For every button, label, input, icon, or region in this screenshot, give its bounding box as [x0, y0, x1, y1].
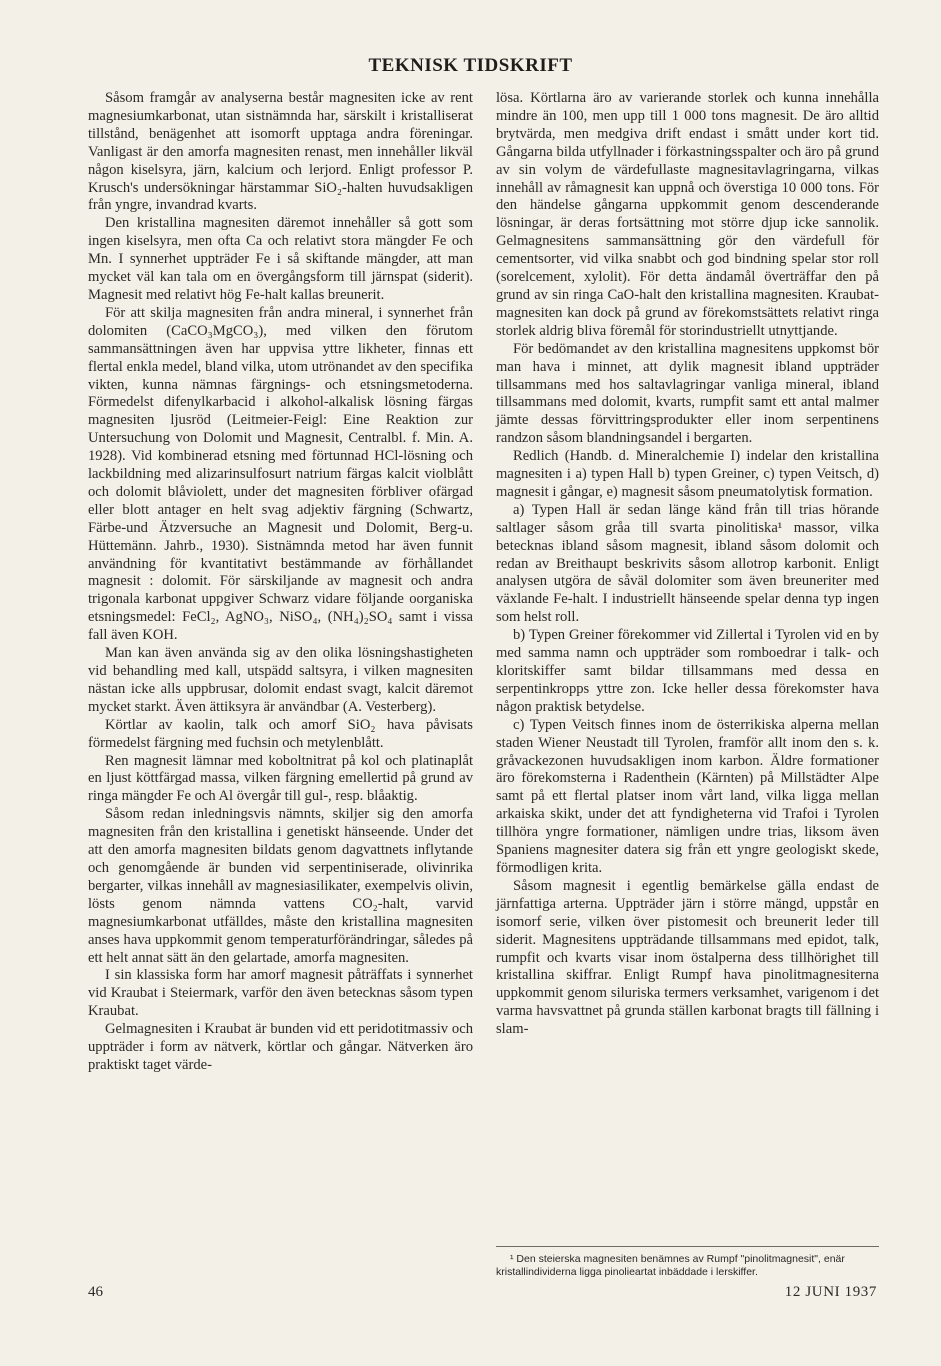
footnote-rule	[496, 1246, 879, 1247]
paragraph: lösa. Körtlarna äro av varierande storlek och kunna innehålla mindre än 100, men upp till 1 000 tons magnesit. De äro alltid brytvärda, men medgiva drift endast i smått under kort tid. Gångarna bilda utfyllnader i förkastningsspalter och äro på grund av sin volym de värdefullaste magnesitavlagringarna, vilkas innehåll av råmagnesit kan uppnå och överstiga 10 000 tons. För den händelse gångarna uppkommit genom descenderande lösningar, är deras fortsättning mot större djup icke sannolik. Gelmagnesitens sammansättning gör den värdefull för cementsorter, vid vilka snabbt och god bindning spelar stor roll (sorelcement, xylolit). För detta ändamål överträffar den på grund av sin ringa CaO-halt den kristallina magnesiten. Kraubat-magnesiten kan dock på grund av förekomstsättets relativt ringa storlek aldrig bliva föremål för storindustriellt utnyttjande.	[496, 90, 879, 339]
paragraph: b) Typen Greiner förekommer vid Zillertal i Tyrolen vid en by med samma namn och uppträder som romboedrar i talk- och kloritskiffer samt bildar tillsammans med dessa en serpentinkropps yttre zon. Icke heller dessa förekomster hava någon praktisk betydelse.	[496, 627, 879, 715]
paragraph: Redlich (Handb. d. Mineralchemie I) indelar den kristallina magnesiten i a) typen Hall b) typen Greiner, c) typen Veitsch, d) magnesit i gångar, e) magnesit såsom pneumatolytisk formation.	[496, 448, 879, 500]
paragraph: Såsom redan inledningsvis nämnts, skiljer sig den amorfa magnesiten från den kristallina i genetiskt hänseende. Under det att den amorfa magnesiten bildats genom dagvattnets inflytande och genomgående är bunden vid serpentiniserade, olivinrika bergarter, vilkas innehåll av magnesiasilikater, exempelvis olivin, lösts genom nämnda vattens CO₂-halt, varvid magnesiumkarbonat utfälldes, måste den kristallina magnesiten anses hava uppkommit genom temperaturförändringar, således på ett helt annat sätt än den gelartade, amorfa magnesiten.	[88, 806, 473, 966]
paragraph: Såsom framgår av analyserna består magnesiten icke av rent magnesiumkarbonat, utan sistnämnda har, särskilt i kristalliserat tillstånd, benägenhet att isomorft upptaga andra föreningar. Vanligast är den amorfa magnesiten renast, men innehåller likväl någon kiselsyra, järn, kalcium och lerjord. Enligt professor P. Krusch's undersökningar härstammar SiO₂-halten huvudsakligen från yngre, invandrad kvarts.	[88, 90, 473, 214]
left-column	[88, 90, 473, 1075]
paragraph: Gelmagnesiten i Kraubat är bunden vid ett peridotitmassiv och uppträder i form av nätverk, körtlar och gångar. Nätverken äro praktiskt taget värde-	[88, 1021, 473, 1073]
issue-date: 12 JUNI 1937	[784, 1284, 877, 1300]
journal-title: TEKNISK TIDSKRIFT	[368, 55, 573, 76]
paragraph: Den kristallina magnesiten däremot innehåller så gott som ingen kiselsyra, men ofta Ca och relativt stora mängder Fe och Mn. I synnerhet uppträder Fe i så skiftande mängder, att man mycket väl kan tala om en övergångsform till järnspat (siderit). Magnesit med relativt hög Fe-halt kallas breunerit.	[88, 215, 473, 303]
right-column	[496, 90, 879, 1039]
paragraph: Ren magnesit lämnar med koboltnitrat på kol och platinaplåt en ljust köttfärgad massa, vilken färgning emellertid på grund av ringa mängder Fe och Al övergår till gul-, resp. blåaktig.	[88, 752, 473, 805]
page-number: 46	[88, 1284, 103, 1300]
paragraph: För bedömandet av den kristallina magnesitens uppkomst bör man hava i minnet, att dylik magnesit ibland uppträder tillsammans med hos saltavlagringar vanliga mineral, ibland tillsammans med dolomit, kvarts, rumpfit samt ett antal malmer jämte dessas förvittringsprodukter eller inom serpentinens randzon såsom blandningsandel i bergarten.	[496, 340, 879, 447]
paragraph: c) Typen Veitsch finnes inom de österrikiska alperna mellan staden Wiener Neustadt till Tyrolen, framför allt inom den s. k. gråvackezonen huvudsakligen inom karbon. Äldre formationer äro förekomsterna i Radenthein (Kärnten) på Millstädter Alpe samt på ett flertal platser inom vårt land, vilka ligga mellan arkaiska skikt, under det att fyndigheterna vid Trafoi i Tyrolen tillhöra yngre formationer, nämligen undre trias, liksom även Spaniens magnesiter datera sig från ett yngre geologiskt skede, förmodligen krita.	[496, 716, 879, 876]
paragraph: Körtlar av kaolin, talk och amorf SiO₂ hava påvisats förmedelst färgning med fuchsin och metylenblått.	[88, 716, 473, 751]
paragraph: I sin klassiska form har amorf magnesit påträffats i synnerhet vid Kraubat i Steiermark, varför den även betecknas såsom typen Kraubat.	[88, 967, 473, 1020]
paragraph: Såsom magnesit i egentlig bemärkelse gälla endast de järnfattiga arterna. Uppträder järn i större mängd, uppstår en isomorf serie, vilken över pistomesit och breunerit leder till siderit. Magnesitens uppträdande tillsammans med epidot, talk, rumpfit och kvarts visar inom östalperna dess tillhörighet till kristallina skiffrar. Enligt Rumpf hava pinolitmagnesiterna uppkommit genom siluriska termers verksamhet, varigenom i det varma havsvattnet på grunda ställen karbonat bragts till fällning i slam-	[496, 877, 879, 1038]
footnote: ¹ Den steierska magnesiten benämnes av Rumpf "pinolitmagnesit", enär kristallindividerna ligga pinolieartat inbäddade i lerskiffer.	[496, 1253, 845, 1278]
paragraph: För att skilja magnesiten från andra mineral, i synnerhet från dolomiten (CaCO₃MgCO₃), med vilken den förutom sammansättningen även har uppvisa yttre likheter, finnas ett flertal enkla medel, bland vilka, utom utrönandet av den specifika vikten, kunna nämnas färgnings- och etsningsmetoderna. Förmedelst difenylkarbacid i alkohol-alkalisk lösning färgas magnesiten ljusröd (Leitmeier-Feigl: Eine Reaktion zur Untersuchung von Dolomit und Magnesit, Centralbl. f. Min. A. 1928). Vid kombinerad etsning med förtunnad HCl-lösning och lackbildning med alizarinsulfosurt natrium färgas kalcit violblått och dolomit blåviolett, under det magnesiten förbliver ofärgad eller blott antager en helt svag adjektiv färgning (Schwartz, Färbe-und Ätzversuche an Magnesit und Dolomit, Berg-u. Hüttemänn. Jahrb., 1930). Sistnämnda metod har även funnit användning för kvantitativt bestämmande av förhållandet magnesit : dolomit. För särskiljande av magnesit och andra trigonala karbonat uppgiver Schwarz vidare följande oorganiska etsningsmedel: FeCl₂, AgNO₃, NiSO₄, (NH₄)₂SO₄ samt i vissa fall även KOH.	[88, 304, 473, 644]
paragraph: a) Typen Hall är sedan länge känd från till trias hörande saltlager såsom gråa till svarta pinolitiska¹ massor, vilka betecknas ibland såsom magnesit, ibland såsom dolomit och redan av Breithaupt beskrivits såsom allotrop karbonit. Enligt analysen utgöra de såväl dolomiter som även breuneriter med växlande Fe-halt. I industriellt hänseende spelar denna typ ingen som helst roll.	[496, 501, 879, 626]
paragraph: Man kan även använda sig av den olika lösningshastigheten vid behandling med kall, utspädd saltsyra, i vilken magnesiten nästan icke alls uppbrusar, dolomit endast svagt, kalcit däremot mycket starkt. Även ättiksyra är användbar (A. Vesterberg).	[88, 645, 473, 715]
